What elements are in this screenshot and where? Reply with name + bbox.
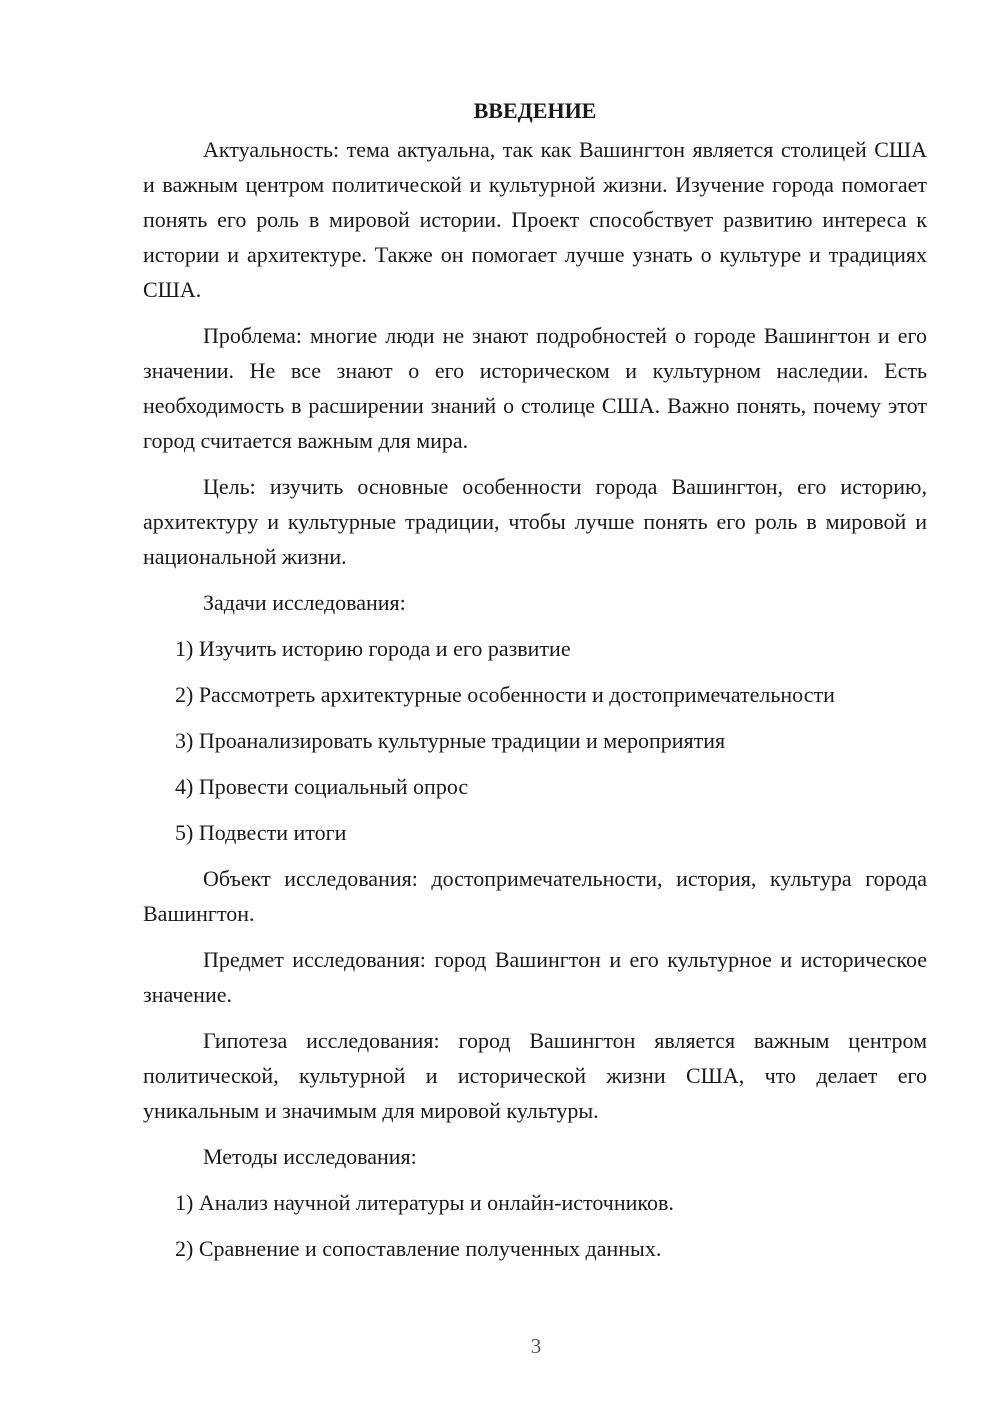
object-paragraph: Объект исследования: достопримечательности, история, культура города Вашингтон. bbox=[143, 866, 927, 926]
methods-list bbox=[143, 1185, 927, 1266]
document-page bbox=[143, 96, 927, 1277]
list-item: 2) Рассмотреть архитектурные особенности и достопримечательности bbox=[175, 682, 835, 707]
list-item: 1) Изучить историю города и его развитие bbox=[175, 636, 571, 661]
goal-paragraph: Цель: изучить основные особенности города Вашингтон, его историю, архитектуру и культурные традиции, чтобы лучше понять его роль в мировой и национальной жизни. bbox=[143, 474, 927, 569]
document-title: ВВЕДЕНИЕ bbox=[473, 98, 597, 123]
tasks-list bbox=[143, 631, 927, 850]
problem-paragraph: Проблема: многие люди не знают подробностей о городе Вашингтон и его значении. Не все знают о его историческом и культурном наследии. Есть необходимость в расширении знаний о столице США. Важно понять, почему этот город считается важным для мира. bbox=[143, 323, 927, 453]
list-item: 4) Провести социальный опрос bbox=[175, 774, 469, 799]
list-item: 1) Анализ научной литературы и онлайн-источников. bbox=[175, 1190, 674, 1215]
list-item: 5) Подвести итоги bbox=[175, 820, 347, 845]
page-number: 3 bbox=[530, 1334, 542, 1358]
list-item: 2) Сравнение и сопоставление полученных данных. bbox=[175, 1236, 662, 1261]
tasks-label: Задачи исследования: bbox=[203, 590, 406, 615]
relevance-paragraph: Актуальность: тема актуальна, так как Вашингтон является столицей США и важным центром политической и культурной жизни. Изучение города помогает понять его роль в мировой истории. Проект способствует развитию интереса к истории и архитектуре. Также он помогает лучше узнать о культуре и традициях США. bbox=[143, 137, 927, 302]
subject-paragraph: Предмет исследования: город Вашингтон и его культурное и историческое значение. bbox=[143, 947, 927, 1007]
methods-label: Методы исследования: bbox=[203, 1144, 417, 1169]
list-item: 3) Проанализировать культурные традиции и мероприятия bbox=[175, 728, 726, 753]
hypothesis-paragraph: Гипотеза исследования: город Вашингтон является важным центром политической, культурной и исторической жизни США, что делает его уникальным и значимым для мировой культуры. bbox=[143, 1028, 927, 1123]
